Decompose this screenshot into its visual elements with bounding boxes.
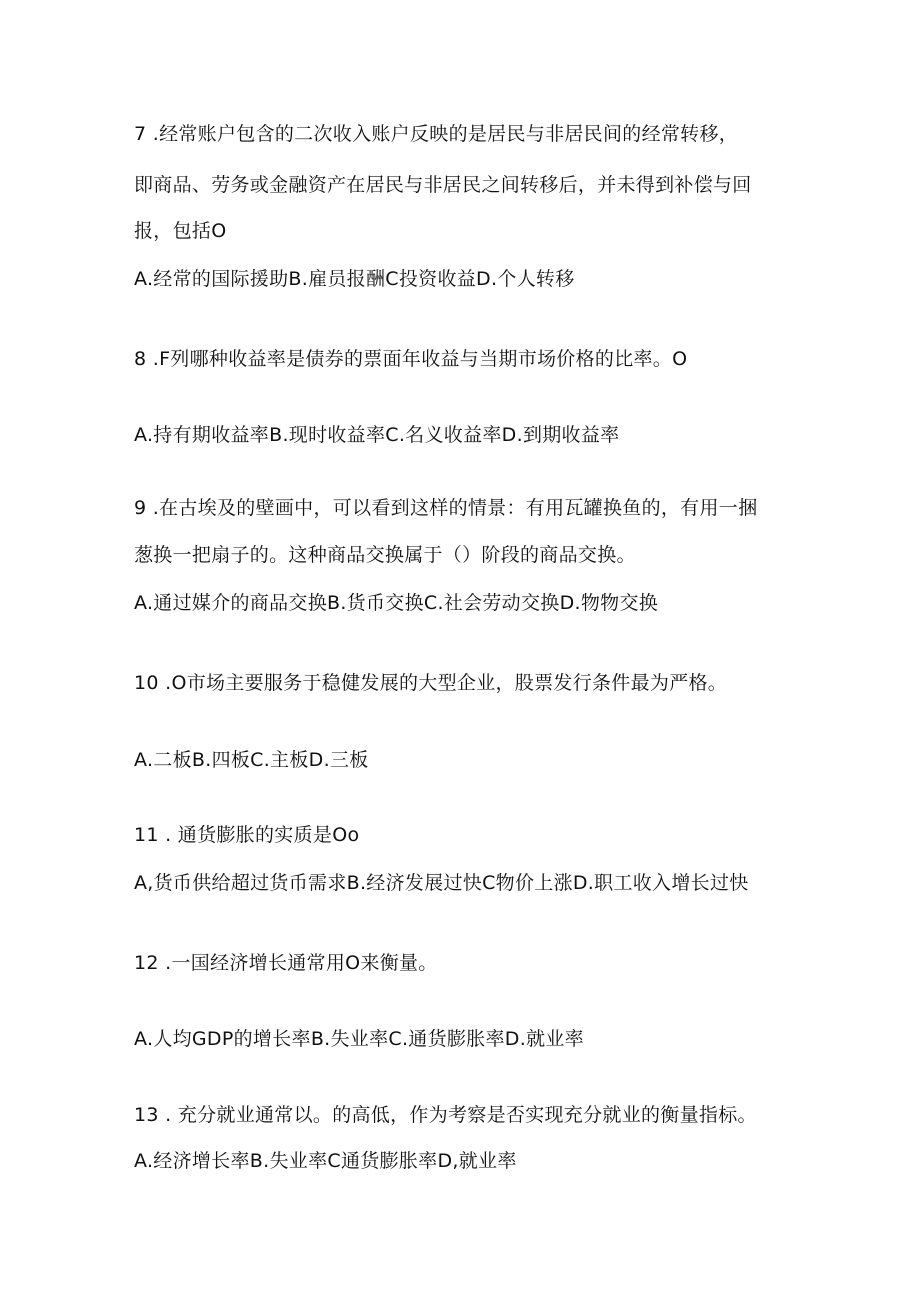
question-8-text: 8 .F列哪种收益率是债券的票面年收益与当期市场价格的比率。O <box>134 348 688 370</box>
question-7-options: A.经常的国际援助B.雇员报酬C投资收益D.个人转移 <box>134 268 575 290</box>
question-7-text-line-1: 7 .经常账户包含的二次收入账户反映的是居民与非居民间的经常转移， <box>134 123 739 145</box>
question-12-text: 12 .一国经济增长通常用O来衡量。 <box>134 952 438 974</box>
question-13-options: A.经济增长率B.失业率C通货膨胀率D,就业率 <box>134 1150 517 1172</box>
question-12-options: A.人均GDP的增长率B.失业率C.通货膨胀率D.就业率 <box>134 1028 584 1050</box>
question-13-text: 13 . 充分就业通常以。的高低，作为考察是否实现充分就业的衡量指标。 <box>134 1104 757 1126</box>
question-11-options: A,货币供给超过货币需求B.经济发展过快C物价上涨D.职工收入增长过快 <box>134 872 749 894</box>
question-9-options: A.通过媒介的商品交换B.货币交换C.社会劳动交换D.物物交换 <box>134 592 659 614</box>
question-7-text-line-3: 报，包括O <box>134 220 227 242</box>
question-10-text: 10 .O市场主要服务于稳健发展的大型企业，股票发行条件最为严格。 <box>134 672 728 694</box>
question-9-text-line-2: 葱换一把扇子的。这种商品交换属于（）阶段的商品交换。 <box>134 544 636 566</box>
question-9-text-line-1: 9 .在古埃及的壁画中，可以看到这样的情景：有用瓦罐换鱼的，有用一捆 <box>134 497 758 519</box>
question-8-options: A.持有期收益率B.现时收益率C.名义收益率D.到期收益率 <box>134 424 620 446</box>
question-11-text: 11 . 通货膨胀的实质是Oo <box>134 824 360 846</box>
question-7-text-line-2: 即商品、劳务或金融资产在居民与非居民之间转移后，并未得到补偿与回 <box>134 174 752 196</box>
question-10-options: A.二板B.四板C.主板D.三板 <box>134 749 369 771</box>
